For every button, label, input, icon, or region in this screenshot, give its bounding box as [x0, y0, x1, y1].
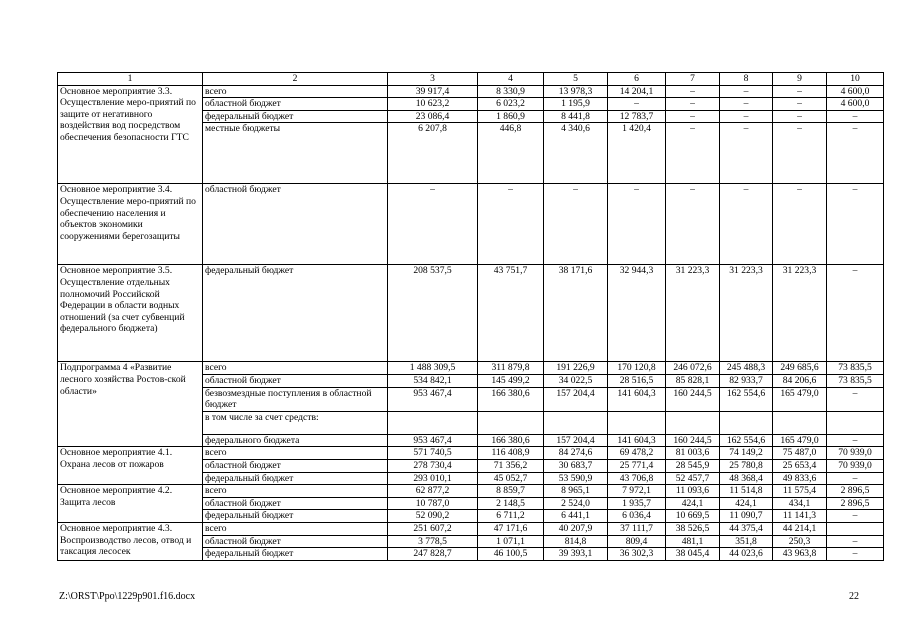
- funding-source-cell: федеральный бюджет: [203, 510, 388, 523]
- amount-cell: 48 368,4: [720, 472, 773, 485]
- page-number: 22: [849, 591, 859, 602]
- amount-cell: –: [827, 110, 884, 123]
- amount-cell: [388, 411, 478, 434]
- table-row: [58, 447, 884, 460]
- amount-cell: –: [773, 184, 827, 265]
- amount-cell: 162 554,6: [720, 387, 773, 411]
- funding-source-cell: федеральный бюджет: [203, 110, 388, 123]
- column-header: 5: [544, 73, 608, 86]
- amount-cell: 251 607,2: [388, 522, 478, 535]
- funding-source-cell: областной бюджет: [203, 98, 388, 111]
- activity-name-cell: Основное мероприятие 4.3. Воспроизводство лесов, отвод и таксация лесосек: [58, 522, 203, 560]
- table-row: [58, 522, 884, 535]
- amount-cell: 13 978,3: [544, 85, 608, 98]
- funding-source-cell: областной бюджет: [203, 459, 388, 472]
- amount-cell: 953 467,4: [388, 434, 478, 447]
- amount-cell: 31 223,3: [666, 265, 720, 362]
- amount-cell: [720, 411, 773, 434]
- amount-cell: 38 171,6: [544, 265, 608, 362]
- amount-cell: 43 706,8: [608, 472, 666, 485]
- amount-cell: 43 963,8: [773, 548, 827, 561]
- amount-cell: 85 828,1: [666, 374, 720, 387]
- amount-cell: 11 514,8: [720, 485, 773, 498]
- amount-cell: 8 965,1: [544, 485, 608, 498]
- amount-cell: 116 408,9: [478, 447, 544, 460]
- amount-cell: 162 554,6: [720, 434, 773, 447]
- amount-cell: 70 939,0: [827, 447, 884, 460]
- amount-cell: 250,3: [773, 535, 827, 548]
- amount-cell: –: [827, 434, 884, 447]
- activity-name-cell: Основное мероприятие 3.3. Осуществление меро-приятий по защите от негативного воздействия вод посредством обеспечения безопасности ГТС: [58, 85, 203, 184]
- amount-cell: –: [388, 184, 478, 265]
- amount-cell: –: [478, 184, 544, 265]
- amount-cell: 311 879,8: [478, 362, 544, 375]
- amount-cell: 44 214,1: [773, 522, 827, 535]
- funding-source-cell: всего: [203, 447, 388, 460]
- amount-cell: 31 223,3: [720, 265, 773, 362]
- amount-cell: 247 828,7: [388, 548, 478, 561]
- amount-cell: 82 933,7: [720, 374, 773, 387]
- amount-cell: –: [827, 472, 884, 485]
- amount-cell: 84 206,6: [773, 374, 827, 387]
- amount-cell: 52 457,7: [666, 472, 720, 485]
- amount-cell: 1 071,1: [478, 535, 544, 548]
- amount-cell: 6 207,8: [388, 123, 478, 184]
- amount-cell: 8 859,7: [478, 485, 544, 498]
- amount-cell: 23 086,4: [388, 110, 478, 123]
- amount-cell: 28 516,5: [608, 374, 666, 387]
- amount-cell: 165 479,0: [773, 434, 827, 447]
- amount-cell: 75 487,0: [773, 447, 827, 460]
- amount-cell: [478, 411, 544, 434]
- amount-cell: –: [720, 184, 773, 265]
- amount-cell: 84 274,6: [544, 447, 608, 460]
- amount-cell: 157 204,4: [544, 434, 608, 447]
- header-row: [58, 73, 884, 86]
- funding-source-cell: безвозмездные поступления в областной бюджет: [203, 387, 388, 411]
- amount-cell: –: [827, 387, 884, 411]
- funding-source-cell: всего: [203, 85, 388, 98]
- amount-cell: 351,8: [720, 535, 773, 548]
- amount-cell: 2 896,5: [827, 497, 884, 510]
- budget-table: [57, 72, 884, 561]
- amount-cell: [544, 411, 608, 434]
- funding-source-cell: областной бюджет: [203, 184, 388, 265]
- amount-cell: 8 330,9: [478, 85, 544, 98]
- amount-cell: 166 380,6: [478, 434, 544, 447]
- amount-cell: 74 149,2: [720, 447, 773, 460]
- amount-cell: 71 356,2: [478, 459, 544, 472]
- amount-cell: 11 093,6: [666, 485, 720, 498]
- column-header: 9: [773, 73, 827, 86]
- amount-cell: –: [720, 123, 773, 184]
- column-header: 1: [58, 73, 203, 86]
- amount-cell: 571 740,5: [388, 447, 478, 460]
- amount-cell: 53 590,9: [544, 472, 608, 485]
- amount-cell: 25 653,4: [773, 459, 827, 472]
- amount-cell: 2 148,5: [478, 497, 544, 510]
- amount-cell: 32 944,3: [608, 265, 666, 362]
- amount-cell: 6 711,2: [478, 510, 544, 523]
- amount-cell: 246 072,6: [666, 362, 720, 375]
- amount-cell: 249 685,6: [773, 362, 827, 375]
- amount-cell: –: [827, 535, 884, 548]
- funding-source-cell: областной бюджет: [203, 535, 388, 548]
- amount-cell: 10 623,2: [388, 98, 478, 111]
- funding-source-cell: всего: [203, 485, 388, 498]
- amount-cell: 245 488,3: [720, 362, 773, 375]
- amount-cell: 25 771,4: [608, 459, 666, 472]
- amount-cell: –: [773, 110, 827, 123]
- amount-cell: 34 022,5: [544, 374, 608, 387]
- amount-cell: [773, 411, 827, 434]
- amount-cell: 73 835,5: [827, 362, 884, 375]
- funding-source-cell: в том числе за счет средств:: [203, 411, 388, 434]
- amount-cell: [666, 411, 720, 434]
- amount-cell: 424,1: [666, 497, 720, 510]
- funding-source-cell: областной бюджет: [203, 497, 388, 510]
- amount-cell: 11 141,3: [773, 510, 827, 523]
- amount-cell: –: [773, 123, 827, 184]
- amount-cell: 43 751,7: [478, 265, 544, 362]
- amount-cell: 44 375,4: [720, 522, 773, 535]
- amount-cell: 1 488 309,5: [388, 362, 478, 375]
- amount-cell: 37 111,7: [608, 522, 666, 535]
- amount-cell: 434,1: [773, 497, 827, 510]
- activity-name-cell: Основное мероприятие 3.4. Осуществление меро-приятий по обеспечению населения и объектов экономики сооружениями берегозащиты: [58, 184, 203, 265]
- table-row: [58, 184, 884, 265]
- amount-cell: 208 537,5: [388, 265, 478, 362]
- table-row: [58, 362, 884, 375]
- amount-cell: 40 207,9: [544, 522, 608, 535]
- amount-cell: 49 833,6: [773, 472, 827, 485]
- amount-cell: 25 780,8: [720, 459, 773, 472]
- table-row: [58, 265, 884, 362]
- amount-cell: [827, 522, 884, 535]
- column-header: 8: [720, 73, 773, 86]
- table-row: [58, 485, 884, 498]
- amount-cell: 10 787,0: [388, 497, 478, 510]
- amount-cell: 10 669,5: [666, 510, 720, 523]
- amount-cell: 11 090,7: [720, 510, 773, 523]
- table-body: [58, 73, 884, 561]
- column-header: 10: [827, 73, 884, 86]
- amount-cell: –: [827, 184, 884, 265]
- column-header: 7: [666, 73, 720, 86]
- amount-cell: 44 023,6: [720, 548, 773, 561]
- amount-cell: 52 090,2: [388, 510, 478, 523]
- amount-cell: 39 917,4: [388, 85, 478, 98]
- amount-cell: 39 393,1: [544, 548, 608, 561]
- amount-cell: –: [773, 98, 827, 111]
- amount-cell: 30 683,7: [544, 459, 608, 472]
- amount-cell: 6 441,1: [544, 510, 608, 523]
- amount-cell: 38 045,4: [666, 548, 720, 561]
- column-header: 6: [608, 73, 666, 86]
- amount-cell: 953 467,4: [388, 387, 478, 411]
- amount-cell: 47 171,6: [478, 522, 544, 535]
- amount-cell: 81 003,6: [666, 447, 720, 460]
- amount-cell: 141 604,3: [608, 387, 666, 411]
- amount-cell: 145 499,2: [478, 374, 544, 387]
- funding-source-cell: федеральный бюджет: [203, 472, 388, 485]
- amount-cell: 165 479,0: [773, 387, 827, 411]
- table-row: [58, 85, 884, 98]
- amount-cell: 814,8: [544, 535, 608, 548]
- amount-cell: –: [827, 123, 884, 184]
- amount-cell: 3 778,5: [388, 535, 478, 548]
- column-header: 4: [478, 73, 544, 86]
- amount-cell: –: [773, 85, 827, 98]
- amount-cell: 6 036,4: [608, 510, 666, 523]
- amount-cell: 1 935,7: [608, 497, 666, 510]
- amount-cell: 141 604,3: [608, 434, 666, 447]
- amount-cell: 809,4: [608, 535, 666, 548]
- amount-cell: 191 226,9: [544, 362, 608, 375]
- funding-source-cell: федерального бюджета: [203, 434, 388, 447]
- amount-cell: 70 939,0: [827, 459, 884, 472]
- amount-cell: 12 783,7: [608, 110, 666, 123]
- amount-cell: –: [544, 184, 608, 265]
- funding-source-cell: всего: [203, 522, 388, 535]
- amount-cell: –: [608, 98, 666, 111]
- amount-cell: 1 420,4: [608, 123, 666, 184]
- amount-cell: –: [827, 265, 884, 362]
- amount-cell: 31 223,3: [773, 265, 827, 362]
- amount-cell: 4 340,6: [544, 123, 608, 184]
- amount-cell: 38 526,5: [666, 522, 720, 535]
- activity-name-cell: Основное мероприятие 4.2. Защита лесов: [58, 485, 203, 523]
- amount-cell: 424,1: [720, 497, 773, 510]
- amount-cell: 69 478,2: [608, 447, 666, 460]
- amount-cell: 170 120,8: [608, 362, 666, 375]
- amount-cell: –: [608, 184, 666, 265]
- funding-source-cell: федеральный бюджет: [203, 548, 388, 561]
- amount-cell: 293 010,1: [388, 472, 478, 485]
- amount-cell: 160 244,5: [666, 434, 720, 447]
- amount-cell: 45 052,7: [478, 472, 544, 485]
- amount-cell: 28 545,9: [666, 459, 720, 472]
- amount-cell: 166 380,6: [478, 387, 544, 411]
- amount-cell: 36 302,3: [608, 548, 666, 561]
- activity-name-cell: Основное мероприятие 3.5. Осуществление отдельных полномочий Российской Федерации в области водных отношений (за счет субвенций федерального бюджета): [58, 265, 203, 362]
- amount-cell: –: [666, 123, 720, 184]
- amount-cell: 160 244,5: [666, 387, 720, 411]
- amount-cell: 2 524,0: [544, 497, 608, 510]
- funding-source-cell: местные бюджеты: [203, 123, 388, 184]
- amount-cell: 4 600,0: [827, 98, 884, 111]
- amount-cell: 157 204,4: [544, 387, 608, 411]
- amount-cell: 11 575,4: [773, 485, 827, 498]
- amount-cell: 14 204,1: [608, 85, 666, 98]
- amount-cell: 4 600,0: [827, 85, 884, 98]
- amount-cell: 8 441,8: [544, 110, 608, 123]
- amount-cell: 46 100,5: [478, 548, 544, 561]
- amount-cell: –: [720, 98, 773, 111]
- funding-source-cell: федеральный бюджет: [203, 265, 388, 362]
- amount-cell: 534 842,1: [388, 374, 478, 387]
- amount-cell: 2 896,5: [827, 485, 884, 498]
- funding-source-cell: областной бюджет: [203, 374, 388, 387]
- amount-cell: –: [827, 548, 884, 561]
- amount-cell: 7 972,1: [608, 485, 666, 498]
- amount-cell: 278 730,4: [388, 459, 478, 472]
- amount-cell: –: [827, 510, 884, 523]
- amount-cell: –: [666, 85, 720, 98]
- activity-name-cell: Подпрограмма 4 «Развитие лесного хозяйства Ростов-ской области»: [58, 362, 203, 447]
- column-header: 3: [388, 73, 478, 86]
- amount-cell: 1 860,9: [478, 110, 544, 123]
- amount-cell: 1 195,9: [544, 98, 608, 111]
- footer-file-path: Z:\ORST\Ppo\1229p901.f16.docx: [59, 591, 196, 602]
- activity-name-cell: Основное мероприятие 4.1. Охрана лесов от пожаров: [58, 447, 203, 485]
- amount-cell: 73 835,5: [827, 374, 884, 387]
- amount-cell: –: [666, 98, 720, 111]
- amount-cell: [827, 411, 884, 434]
- amount-cell: 6 023,2: [478, 98, 544, 111]
- amount-cell: –: [720, 110, 773, 123]
- amount-cell: 62 877,2: [388, 485, 478, 498]
- amount-cell: 481,1: [666, 535, 720, 548]
- amount-cell: [608, 411, 666, 434]
- amount-cell: –: [666, 110, 720, 123]
- column-header: 2: [203, 73, 388, 86]
- amount-cell: –: [720, 85, 773, 98]
- funding-source-cell: всего: [203, 362, 388, 375]
- amount-cell: 446,8: [478, 123, 544, 184]
- amount-cell: –: [666, 184, 720, 265]
